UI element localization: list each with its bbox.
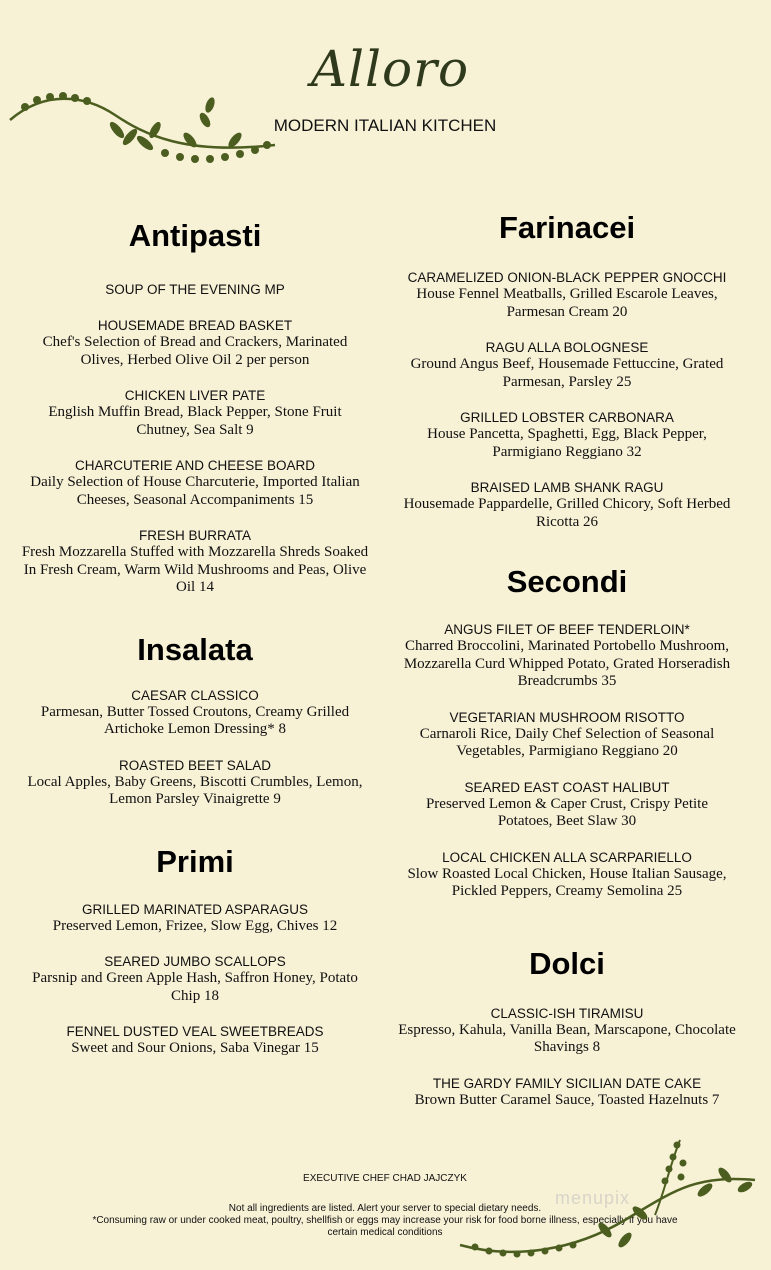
item-name: SOUP OF THE EVENING MP <box>105 282 285 297</box>
menu-item <box>20 457 370 509</box>
item-name: SEARED JUMBO SCALLOPS <box>104 954 286 969</box>
menu-item <box>20 387 370 439</box>
menu-item <box>20 901 370 936</box>
executive-chef: EXECUTIVE CHEF CHAD JAJCZYK <box>303 1173 467 1184</box>
item-name: VEGETARIAN MUSHROOM RISOTTO <box>449 709 685 725</box>
section-title-secondi: Secondi <box>506 564 628 599</box>
menu-item <box>20 687 370 739</box>
item-description: English Muffin Bread, Black Pepper, Stone Fruit Chutney, Sea Salt 9 <box>48 404 342 438</box>
menu-item <box>398 479 736 531</box>
item-description: Slow Roasted Local Chicken, House Italian Sausage, Pickled Peppers, Creamy Semolina 25 <box>407 865 727 899</box>
item-description: Local Apples, Baby Greens, Biscotti Crumbles, Lemon, Lemon Parsley Vinaigrette 9 <box>27 773 363 807</box>
item-description: Preserved Lemon, Frizee, Slow Egg, Chives 12 <box>52 917 338 934</box>
item-name: RAGU ALLA BOLOGNESE <box>485 340 649 355</box>
item-description: Chef's Selection of Bread and Crackers, Marinated Olives, Herbed Olive Oil 2 per person <box>42 334 348 368</box>
item-name: ANGUS FILET OF BEEF TENDERLOIN* <box>444 622 690 637</box>
item-name: CLASSIC-ISH TIRAMISU <box>490 1005 644 1021</box>
menu-item <box>398 1075 736 1110</box>
section-title-primi: Primi <box>156 843 234 879</box>
item-name: CHARCUTERIE AND CHEESE BOARD <box>74 458 316 473</box>
notice-line: *Consuming raw or under cooked meat, poultry, shellfish or eggs may increase your risk for food borne illness, especially if you have <box>92 1215 678 1226</box>
item-description: House Pancetta, Spaghetti, Egg, Black Pepper, Parmigiano Reggiano 32 <box>427 426 707 460</box>
item-description: Espresso, Kahula, Vanilla Bean, Marscapone, Chocolate Shavings 8 <box>398 1021 736 1055</box>
item-description: Charred Broccolini, Marinated Portobello Mushroom, Mozzarella Curd Whipped Potato, Grated Horseradish Breadcrumbs 35 <box>403 638 731 689</box>
item-description: Sweet and Sour Onions, Saba Vinegar 15 <box>71 1040 319 1056</box>
item-description: Preserved Lemon & Caper Crust, Crispy Petite Potatoes, Beet Slaw 30 <box>425 795 709 829</box>
menu-item <box>398 779 736 831</box>
tagline: MODERN ITALIAN KITCHEN <box>273 116 497 135</box>
item-description: Fresh Mozzarella Stuffed with Mozzarella Shreds Soaked In Fresh Cream, Warm Wild Mushrooms and Peas, Olive Oil 14 <box>21 544 369 595</box>
item-description: Parsnip and Green Apple Hash, Saffron Honey, Potato Chip 18 <box>32 970 358 1004</box>
item-name: HOUSEMADE BREAD BASKET <box>97 318 293 333</box>
vine-decoration-icon <box>455 1135 765 1265</box>
item-description: Parmesan, Butter Tossed Croutons, Creamy Grilled Artichoke Lemon Dressing* 8 <box>40 703 350 737</box>
menu-item <box>398 849 736 901</box>
item-name: GRILLED LOBSTER CARBONARA <box>460 410 674 425</box>
restaurant-logo: Alloro <box>310 40 470 98</box>
item-name: CARAMELIZED ONION-BLACK PEPPER GNOCCHI <box>407 270 727 285</box>
notice-line: certain medical conditions <box>327 1227 443 1238</box>
item-description: Carnaroli Rice, Daily Chef Selection of Seasonal Vegetables, Parmigiano Reggiano 20 <box>419 725 715 759</box>
menu-item <box>398 269 736 321</box>
item-description: Ground Angus Beef, Housemade Fettuccine, Grated Parmesan, Parsley 25 <box>410 356 724 390</box>
vine-decoration-icon <box>5 85 280 175</box>
notice-line: Not all ingredients are listed. Alert your server to special dietary needs. <box>228 1203 542 1214</box>
item-name: GRILLED MARINATED ASPARAGUS <box>81 901 309 917</box>
item-name: THE GARDY FAMILY SICILIAN DATE CAKE <box>432 1075 702 1091</box>
right-column <box>398 205 736 1109</box>
item-description: Daily Selection of House Charcuterie, Imported Italian Cheeses, Seasonal Accompaniments 15 <box>30 474 360 508</box>
section-title-antipasti: Antipasti <box>128 218 262 253</box>
item-name: BRAISED LAMB SHANK RAGU <box>470 480 664 495</box>
menu-item <box>20 317 370 369</box>
menu-item <box>20 757 370 809</box>
watermark: menupix <box>555 1188 631 1208</box>
menu-item <box>398 409 736 461</box>
item-name: FRESH BURRATA <box>138 528 251 543</box>
menu-item <box>398 1005 736 1057</box>
menu-item <box>398 709 736 761</box>
item-name: LOCAL CHICKEN ALLA SCARPARIELLO <box>442 849 692 865</box>
item-name: SEARED EAST COAST HALIBUT <box>464 779 670 795</box>
item-description: Housemade Pappardelle, Grilled Chicory, Soft Herbed Ricotta 26 <box>403 496 731 530</box>
item-description: Brown Butter Caramel Sauce, Toasted Hazelnuts 7 <box>414 1091 720 1108</box>
menu-item <box>20 1023 370 1058</box>
section-title-insalata: Insalata <box>137 631 253 667</box>
menu-item <box>20 527 370 597</box>
menu-item <box>20 953 370 1005</box>
item-name: ROASTED BEET SALAD <box>118 757 272 773</box>
menu-item <box>20 281 370 298</box>
menu-item <box>398 621 736 691</box>
left-column <box>20 205 370 1058</box>
section-title-farinacei: Farinacei <box>498 210 636 245</box>
menu-item <box>398 339 736 391</box>
item-description: House Fennel Meatballs, Grilled Escarole Leaves, Parmesan Cream 20 <box>416 286 718 320</box>
item-name: CHICKEN LIVER PATE <box>124 388 266 403</box>
section-title-dolci: Dolci <box>529 945 605 981</box>
item-name: FENNEL DUSTED VEAL SWEETBREADS <box>66 1024 324 1039</box>
item-name: CAESAR CLASSICO <box>131 687 259 703</box>
